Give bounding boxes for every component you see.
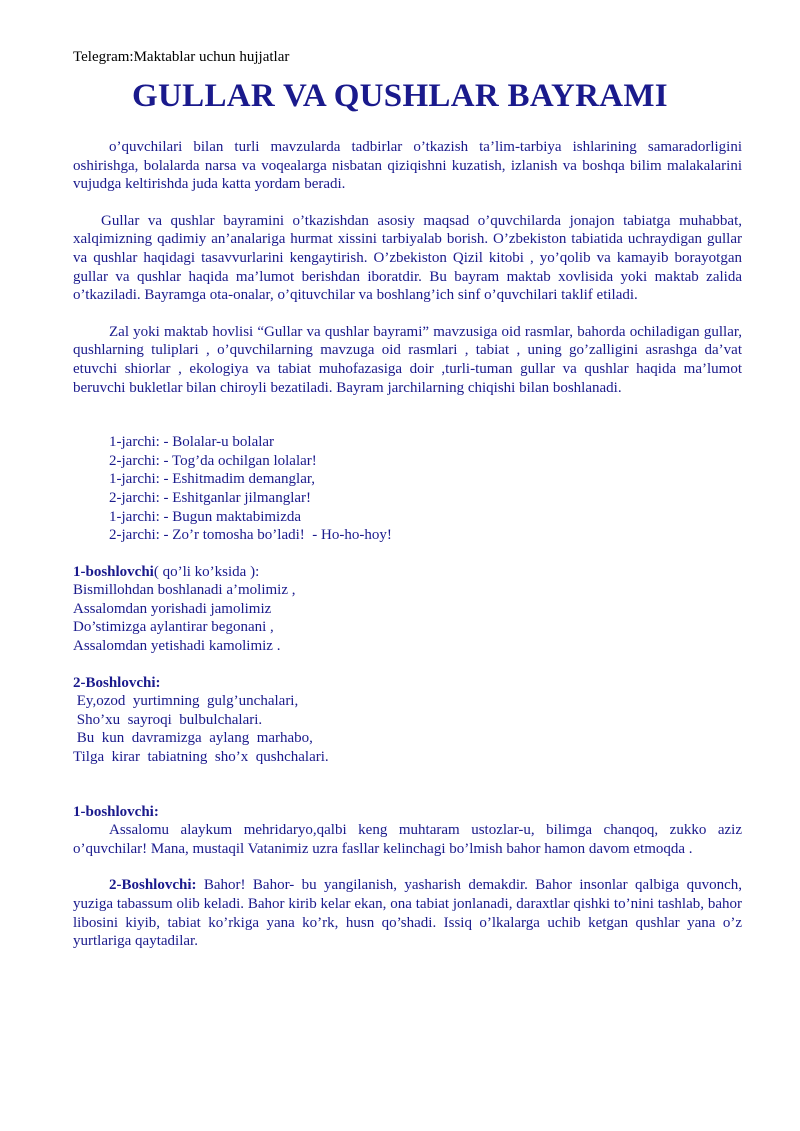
boshlovchi-2-block [73, 674, 742, 767]
boshlovchi-1b-block [73, 803, 742, 859]
poem-line: Assalomdan yetishadi kamolimiz . [73, 638, 281, 655]
speaker-label: 2-Boshlovchi: [73, 674, 161, 691]
page-title: GULLAR VA QUSHLAR BAYRAMI [132, 78, 668, 114]
boshlovchi-1-block [73, 563, 742, 656]
intro-paragraph-3: Zal yoki maktab hovlisi “Gullar va qushlar bayrami” mavzusiga oid rasmlar, bahorda ochiladigan gullar, qushlarning tuliplari , o’quvchilarning mavzuga oid rasmlari , tabiat , uning go’zalligini asrashga da’vat etuvchi shiorlar , ekologiya va tabiat muhofazasiga doir ,turli-tuman gullar va qushlar haqida ma’lumot beruvchi bukletlar bilan chiroyli bezatiladi. Bayram jarchilarning chiqishi bilan boshlanadi. [73, 323, 742, 396]
poem-line: Ey,ozod yurtimning gulg’unchalari, [73, 693, 299, 710]
jarchi-line: 1-jarchi: - Bolalar-u bolalar [109, 434, 275, 451]
intro-paragraph-1: o’quvchilari bilan turli mavzularda tadbirlar o’tkazish ta’lim-tarbiya ishlarining samaradorligini oshirishga, bolalarda narsa va voqealarga nisbatan qiziqishni kuzatish, izlanish va boshqa bilim malakalarini vujudga keltirishda juda katta yordam beradi. [73, 139, 742, 193]
speaker-label: 2-Boshlovchi: [109, 877, 197, 894]
jarchi-line: 2-jarchi: - Zo’r tomosha bo’ladi! - Ho-ho-hoy! [109, 527, 392, 544]
jarchi-dialogue [73, 433, 742, 545]
poem-line: Sho’xu sayroqi bulbulchalari. [73, 711, 263, 728]
boshlovchi-2b-block [73, 876, 742, 950]
speech-paragraph: Assalomu alaykum mehridaryo,qalbi keng muhtaram ustozlar-u, bilimga chanqoq, zukko aziz o’quvchilar! Mana, mustaqil Vatanimiz uzra fasllar kelinchagi bo’lmish bahor hamon davom etmoqda . [73, 822, 742, 857]
jarchi-line: 2-jarchi: - Eshitganlar jilmanglar! [109, 489, 312, 506]
speaker-note: ( qo’li ko’ksida ): [153, 563, 260, 580]
poem-line: Bu kun davramizga aylang marhabo, [73, 730, 313, 747]
poem-line: Do’stimizga aylantirar begonani , [73, 619, 274, 636]
jarchi-line: 1-jarchi: - Bugun maktabimizda [109, 508, 302, 525]
speech-paragraph: Bahor! Bahor- bu yangilanish, yasharish demakdir. Bahor insonlar qalbiga quvonch, yuziga tabassum olib keladi. Bahor kirib kelar ekan, ona tabiat jonlanadi, daraxtlar qishki to’nini tashlab, bahor libosini kiyib, tabiat ko’rkiga yana ko’rk, husn qo’shadi. Issiq o’lkalarga uchib ketgan qushlar yana o’z yurtlariga qaytadilar. [73, 877, 742, 950]
poem-line: Bismillohdan boshlanadi a’molimiz , [73, 582, 296, 599]
intro-paragraph-2: Gullar va qushlar bayramini o’tkazishdan asosiy maqsad o’quvchilarda jonajon tabiatga muhabbat, xalqimizning qadimiy an’analariga hurmat xissini tarbiyalab borish. O’zbekiston tabiatida uchraydigan gullar va qushlar haqidagi tasavvurlarini kengaytirish. O’zbekiston Qizil kitobi , yo’qolib va kamayib borayotgan gullar va qushlar haqida ma’lumot berishdan iboratdir. Bu bayram maktab xovlisida yoki maktab zalida o’tkaziladi. Bayramga ota-onalar, o’qituvchilar va boshlang’ich sinf o’quvchilari taklif etiladi. [73, 212, 742, 304]
document-body [73, 138, 742, 951]
jarchi-line: 2-jarchi: - Tog’da ochilgan lolalar! [109, 452, 317, 469]
poem-line: Tilga kirar tabiatning sho’x qushchalari. [73, 749, 329, 766]
jarchi-line: 1-jarchi: - Eshitmadim demanglar, [109, 471, 316, 488]
telegram-header: Telegram:Maktablar uchun hujjatlar [73, 49, 290, 65]
poem-line: Assalomdan yorishadi jamolimiz [73, 600, 272, 617]
speaker-label: 1-boshlovchi: [73, 803, 159, 820]
speaker-label: 1-boshlovchi [73, 563, 154, 580]
